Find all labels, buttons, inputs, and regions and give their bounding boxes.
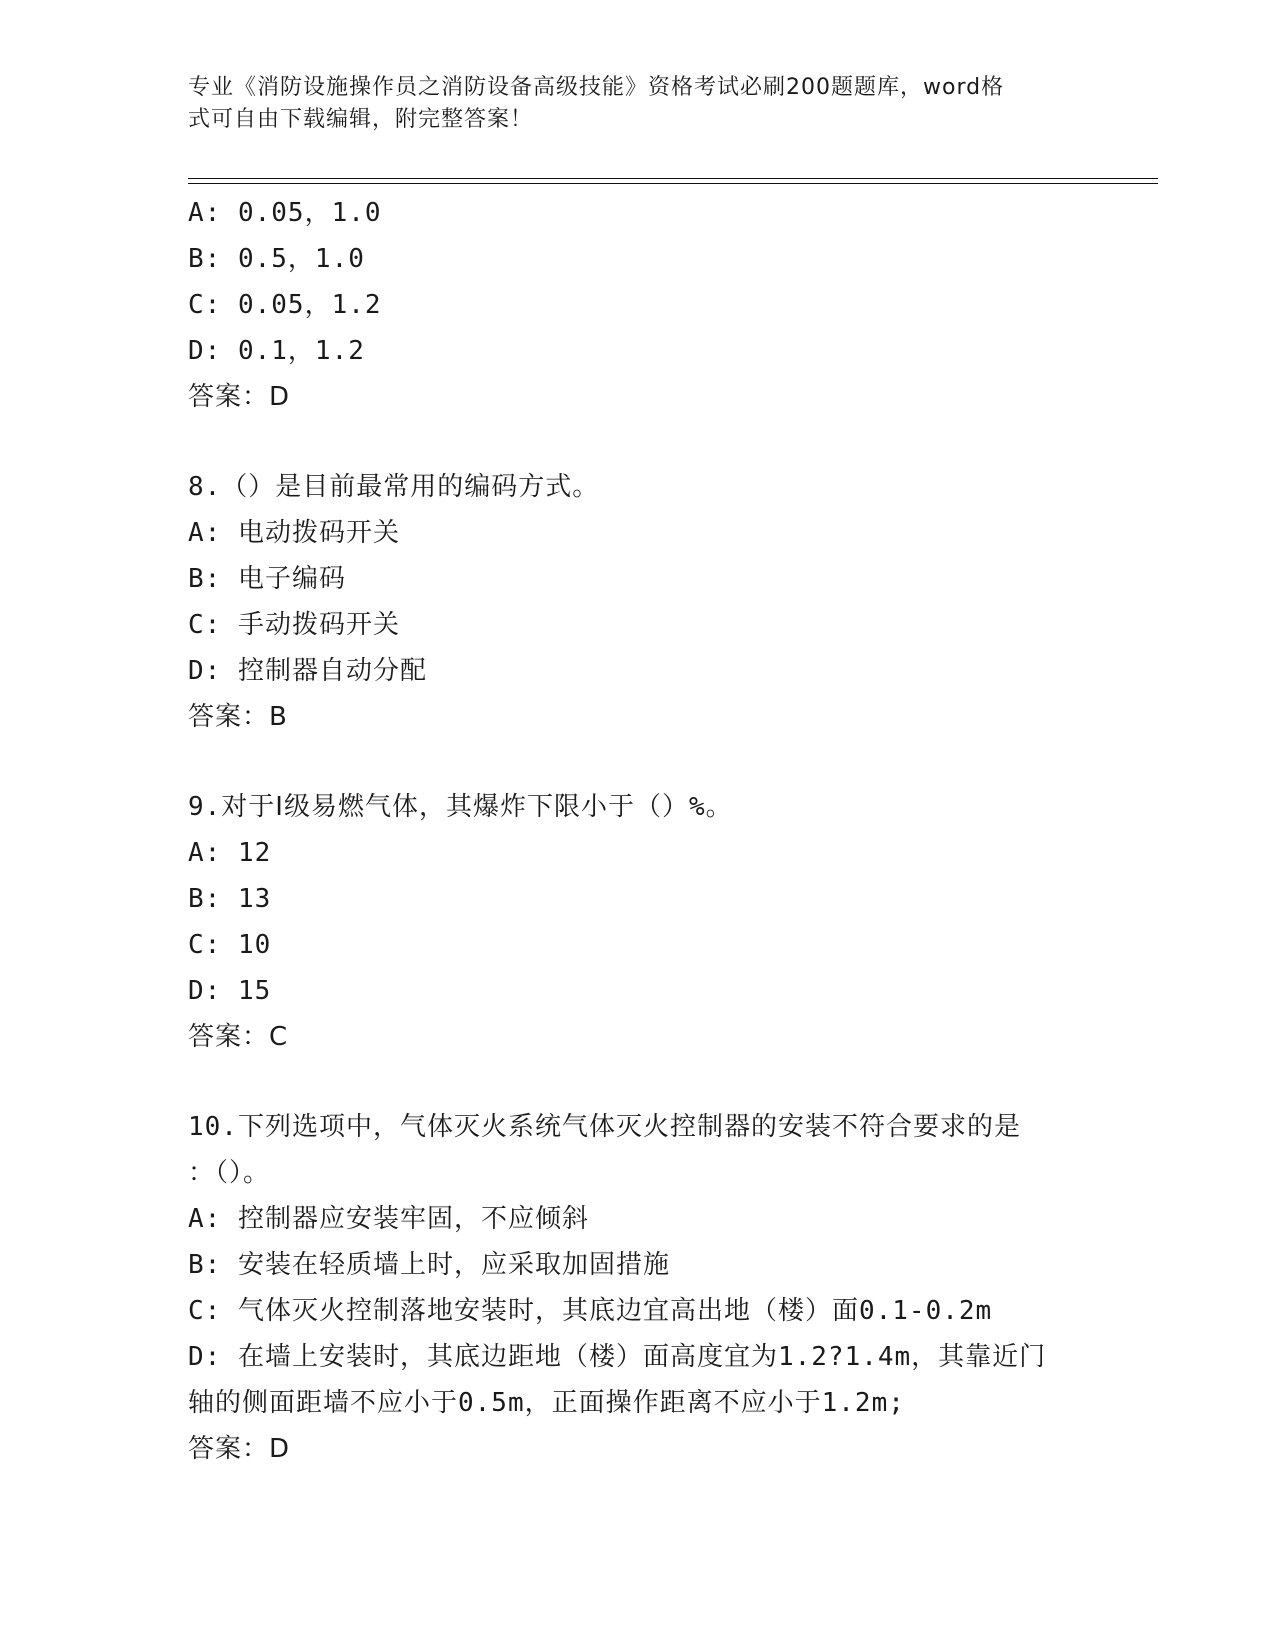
option-c: C: 10 (188, 930, 272, 960)
option-c: C: 气体灭火控制落地安装时，其底边宜高出地（楼）面0.1-0.2m (188, 1296, 993, 1326)
option-a: A: 0.05，1.0 (188, 198, 382, 228)
option-c: C: 0.05，1.2 (188, 290, 382, 320)
answer-line: 答案：B (188, 702, 288, 732)
option-a: A: 电动拨码开关 (188, 518, 400, 548)
question-9 (188, 784, 1088, 1060)
question-8 (188, 464, 1088, 740)
answer-line: 答案：D (188, 1434, 291, 1464)
header-divider-bottom (188, 183, 1158, 184)
header-line-2: 式可自由下载编辑，附完整答案！ (188, 107, 534, 132)
question-text-line-2: ：（）。 (188, 1158, 271, 1188)
question-text-line-1: 10.下列选项中，气体灭火系统气体灭火控制器的安装不符合要求的是 (188, 1112, 1021, 1142)
document-header (188, 72, 1068, 136)
option-d-line-1: D: 在墙上安装时，其底边距地（楼）面高度宜为1.2?1.4m，其靠近门 (188, 1342, 1047, 1372)
question-10 (188, 1104, 1088, 1472)
header-line-1: 专业《消防设施操作员之消防设备高级技能》资格考试必刷200题题库，word格 (188, 75, 1005, 100)
header-divider-top (188, 178, 1158, 179)
option-b: B: 安装在轻质墙上时，应采取加固措施 (188, 1250, 670, 1280)
option-c: C: 手动拨码开关 (188, 610, 400, 640)
answer-line: 答案：C (188, 1022, 289, 1052)
answer-line: 答案：D (188, 382, 291, 412)
option-a: A: 控制器应安装牢固，不应倾斜 (188, 1204, 589, 1234)
option-b: B: 13 (188, 884, 272, 914)
option-d: D: 0.1，1.2 (188, 336, 365, 366)
question-text: 8.（）是目前最常用的编码方式。 (188, 472, 600, 502)
option-d: D: 控制器自动分配 (188, 656, 427, 686)
question-list (188, 190, 1088, 1472)
question-text: 9.对于Ⅰ级易燃气体，其爆炸下限小于（）%。 (188, 792, 733, 822)
spacer (188, 420, 1088, 464)
option-b: B: 0.5，1.0 (188, 244, 365, 274)
option-d-line-2: 轴的侧面距墙不应小于0.5m，正面操作距离不应小于1.2m; (188, 1388, 905, 1418)
option-b: B: 电子编码 (188, 564, 346, 594)
question-7 (188, 190, 1088, 420)
spacer (188, 1060, 1088, 1104)
option-a: A: 12 (188, 838, 272, 868)
spacer (188, 740, 1088, 784)
option-d: D: 15 (188, 976, 272, 1006)
